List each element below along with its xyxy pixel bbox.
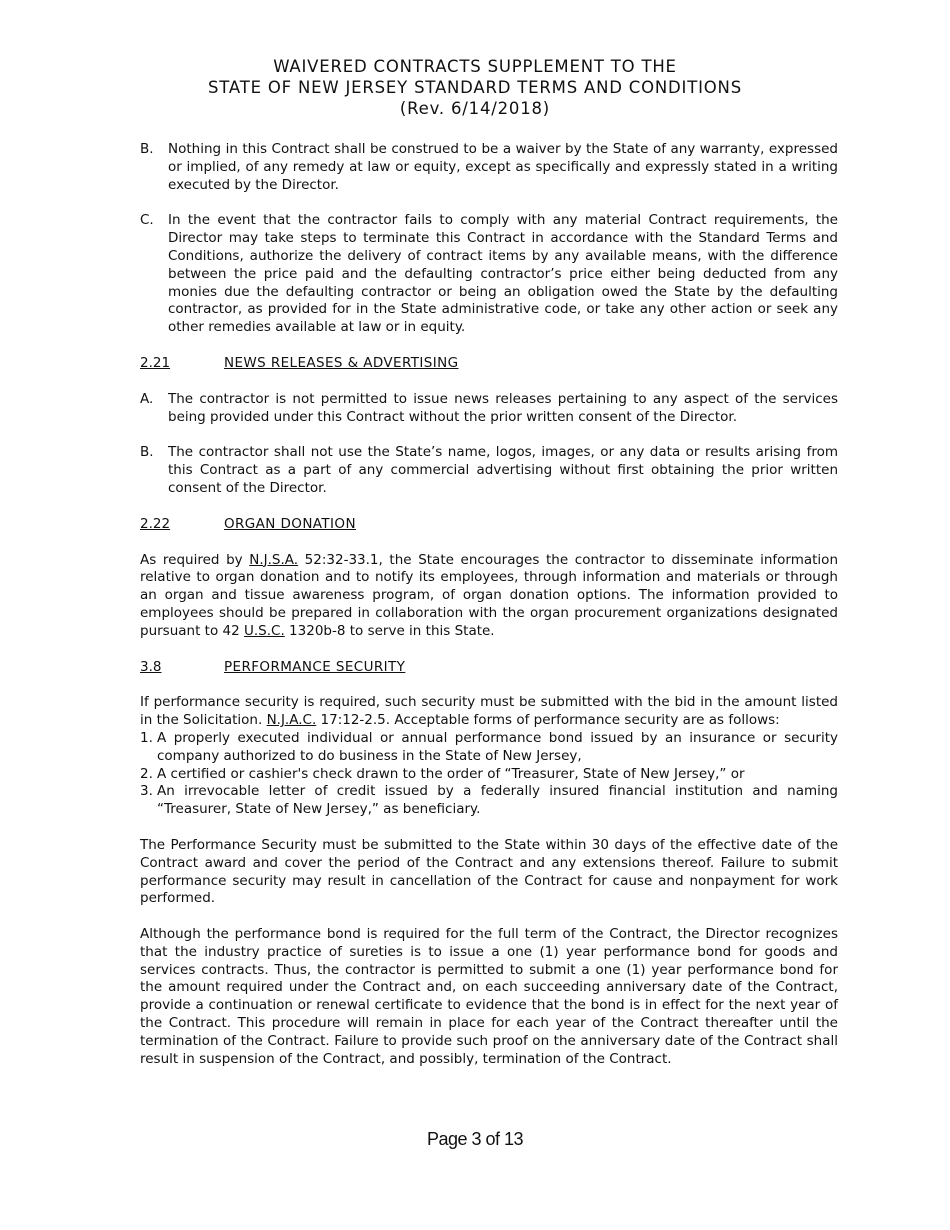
paragraph-text: 17:12-2.5. Acceptable forms of performance security are as follows: xyxy=(316,712,780,729)
performance-security-paragraph-2: Although the performance bond is required for the full term of the Contract, the Director recognizes that the industry practice of sureties is to issue a one (1) year performance bond for goods and services contracts. Thus, the contractor is permitted to submit a one (1) year performance bond for the amount required under the Contract and, on each succeeding anniversary date of the Contract, provide a continuation or renewal certificate to evidence that the bond is in effect for the next year of the Contract. This procedure will remain in place for each year of the Contract thereafter until the termination of the Contract. Failure to provide such proof on the anniversary date of the Contract shall result in suspension of the Contract, and possibly, termination of the Contract. xyxy=(140,926,838,1067)
section-heading-3-8 xyxy=(140,659,838,677)
performance-security-intro xyxy=(140,694,838,730)
section-title: PERFORMANCE SECURITY xyxy=(224,658,406,675)
security-list-item-2 xyxy=(140,766,838,784)
paragraph-text: 52:32-33.1, the State encourages the contractor to disseminate information relative to organ donation and to notify its employees, through information and materials or through an organ and tissue awareness program, of organ donation options. The information provided to employees should be prepared in collaboration with the organ procurement organizations designated pursuant to 42 xyxy=(140,551,838,639)
paragraph-text: If performance security is required, such security must be submitted with the bid in the amount listed in the Solicitation. xyxy=(140,694,838,729)
document-header xyxy=(0,56,950,119)
item-text: The contractor is not permitted to issue news releases pertaining to any aspect of the services being provided under this Contract without the prior written consent of the Director. xyxy=(168,390,838,425)
security-list-item-3 xyxy=(140,783,838,819)
document-body xyxy=(140,141,838,1068)
news-item-b xyxy=(140,444,838,497)
section-title: NEWS RELEASES & ADVERTISING xyxy=(224,354,459,371)
section-title: ORGAN DONATION xyxy=(224,515,356,532)
section-number: 3.8 xyxy=(140,658,162,675)
citation-njac: N.J.A.C. xyxy=(266,712,317,729)
section-heading-2-21 xyxy=(140,355,838,373)
item-text: In the event that the contractor fails to comply with any material Contract requirements, the Director may take steps to terminate this Contract in accordance with the Standard Terms and Conditions, authorize the delivery of contract items by any available means, with the difference between the price paid and the defaulting contractor’s price either being deducted from any monies due the defaulting contractor or being an obligation owed the State by the defaulting contractor, as provided for in the State administrative code, or take any other action or seek any other remedies available at law or in equity. xyxy=(168,212,838,336)
item-label: 2. xyxy=(140,765,153,782)
paragraph-text: 1320b-8 to serve in this State. xyxy=(284,622,495,639)
item-label: B. xyxy=(140,141,154,157)
performance-security-paragraph-1: The Performance Security must be submitted to the State within 30 days of the effective date of the Contract award and cover the period of the Contract and any extensions thereof. Failure to submit performance security may result in cancellation of the Contract for cause and nonpayment for work performed. xyxy=(140,836,838,907)
item-label: C. xyxy=(140,212,154,229)
header-title-line-1: WAIVERED CONTRACTS SUPPLEMENT TO THE xyxy=(273,57,677,76)
item-text: An irrevocable letter of credit issued by a federally insured financial institution and naming “Treasurer, State of New Jersey,” as beneficiary. xyxy=(157,783,838,818)
citation-njsa: N.J.S.A. xyxy=(249,551,299,568)
citation-usc: U.S.C. xyxy=(244,622,285,639)
paragraph-text: As required by xyxy=(140,551,250,568)
item-label: 3. xyxy=(140,783,153,800)
header-title-line-2: STATE OF NEW JERSEY STANDARD TERMS AND CONDITIONS xyxy=(208,78,742,97)
intro-item-c xyxy=(140,212,838,337)
item-label: B. xyxy=(140,444,154,461)
intro-item-b xyxy=(140,141,838,194)
section-number: 2.21 xyxy=(140,354,171,371)
item-label: A. xyxy=(140,390,154,407)
item-label: 1. xyxy=(140,729,153,746)
item-text: The contractor shall not use the State’s name, logos, images, or any data or results arising from this Contract as a part of any commercial advertising without first obtaining the prior written consent of the Director. xyxy=(168,444,838,496)
item-text: Nothing in this Contract shall be construed to be a waiver by the State of any warranty, expressed or implied, of any remedy at law or equity, except as specifically and expressly stated in a writing executed by the Director. xyxy=(168,141,838,193)
organ-donation-paragraph xyxy=(140,552,838,641)
security-list-item-1 xyxy=(140,730,838,766)
section-heading-2-22 xyxy=(140,516,838,534)
header-revision: (Rev. 6/14/2018) xyxy=(399,99,551,118)
news-item-a xyxy=(140,391,838,427)
page-number: Page 3 of 13 xyxy=(426,1129,524,1149)
item-text: A certified or cashier's check drawn to the order of “Treasurer, State of New Jersey,” or xyxy=(157,765,745,782)
section-number: 2.22 xyxy=(140,515,171,532)
item-text: A properly executed individual or annual performance bond issued by an insurance or security company authorized to do business in the State of New Jersey, xyxy=(157,729,838,764)
